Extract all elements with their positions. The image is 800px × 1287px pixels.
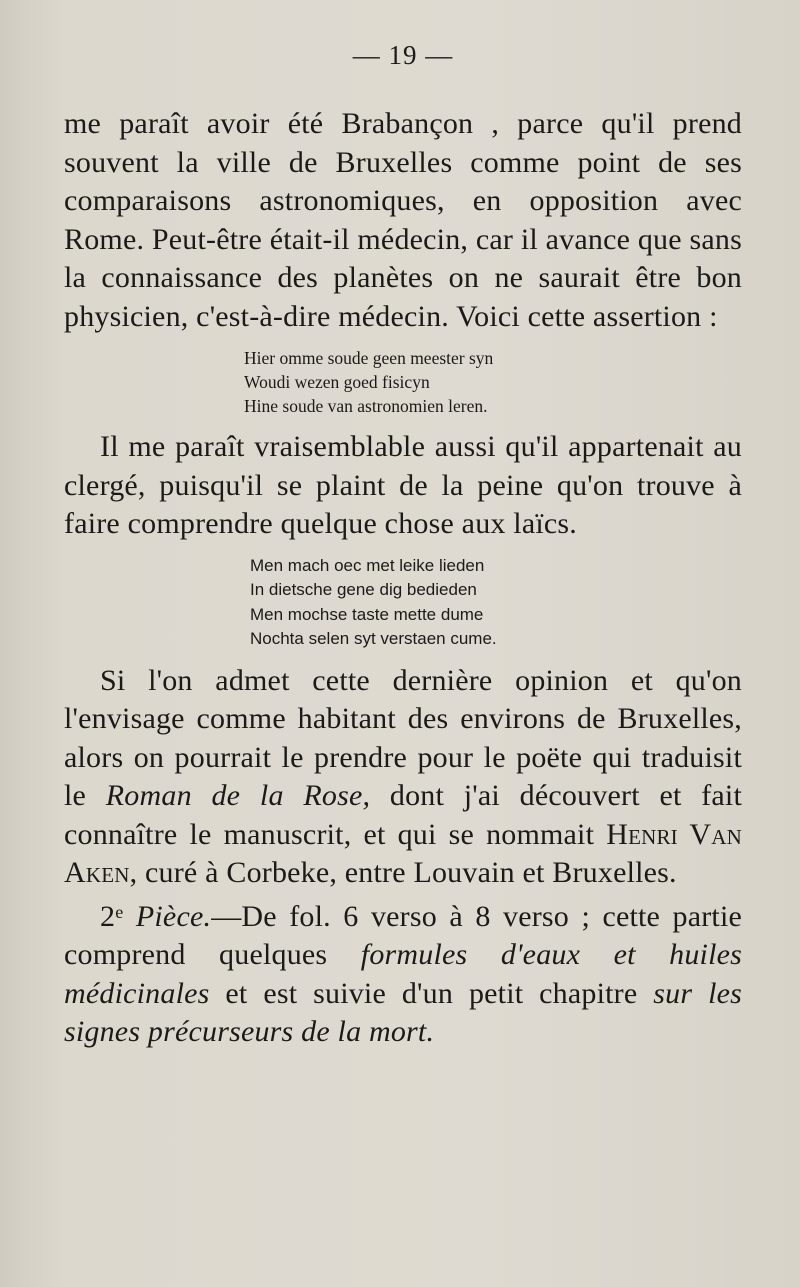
verse-block-2 bbox=[64, 554, 742, 652]
paragraph-1: me paraît avoir été Brabançon , parce qu'il prend souvent la ville de Bruxelles comme point de ses comparaisons astronomiques, en opposition avec Rome. Peut-être était-il médecin, car il avance que sans la connaissance des planètes on ne saurait être bon physicien, c'est-à-dire médecin. Voici cette assertion : bbox=[64, 107, 742, 333]
verse-line: Hier omme soude geen meester syn bbox=[244, 348, 494, 368]
verse-line: Hine soude van astronomien leren. bbox=[244, 396, 488, 416]
paragraph-4-text: —De fol. 6 verso à 8 verso ; cette partie comprend quelques bbox=[64, 899, 743, 971]
italic-phrase: formules d'eaux et huiles médicinales bbox=[64, 938, 743, 1010]
paragraph-4-text: et est suivie d'un petit chapitre bbox=[209, 976, 654, 1010]
page-number: — 19 — bbox=[352, 40, 454, 70]
verse-line: Nochta selen syt verstaen cume. bbox=[250, 629, 497, 648]
paragraph-2: Il me paraît vraisemblable aussi qu'il appartenait au clergé, puisqu'il se plaint de la peine qu'on trouve à faire comprendre quelque chose aux laïcs. bbox=[64, 430, 742, 540]
paragraph-3-text: Si l'on admet cette dernière opinion et qu'on l'envisage comme habitant des environs de Bruxelles, alors on pourrait le prendre pour le poëte qui traduisit le bbox=[64, 663, 742, 812]
italic-phrase: sur les signes précurseurs de la mort. bbox=[64, 976, 743, 1048]
verse-line: Men mach oec met leike lieden bbox=[250, 555, 485, 575]
verse-line: Woudi wezen goed fisicyn bbox=[244, 372, 430, 392]
paragraph-3 bbox=[64, 662, 742, 893]
book-title: Roman de la Rose, bbox=[105, 779, 371, 812]
verse-block-1 bbox=[64, 346, 742, 418]
piece-number-suffix: e bbox=[115, 901, 124, 922]
paragraph-4 bbox=[64, 893, 742, 1052]
verse-line: Men mochse taste mette dume bbox=[250, 604, 484, 624]
piece-label: Pièce. bbox=[135, 899, 212, 933]
author-name: Henri Van Aken bbox=[64, 817, 742, 889]
verse-line: In dietsche gene dig bedieden bbox=[250, 580, 477, 599]
paragraph-3-text: dont j'ai découvert et fait connaître le manuscrit, et qui se nommait bbox=[64, 779, 742, 851]
piece-number: 2 bbox=[100, 899, 116, 933]
paragraph-3-text: , curé à Corbeke, entre Louvain et Bruxelles. bbox=[129, 856, 677, 889]
